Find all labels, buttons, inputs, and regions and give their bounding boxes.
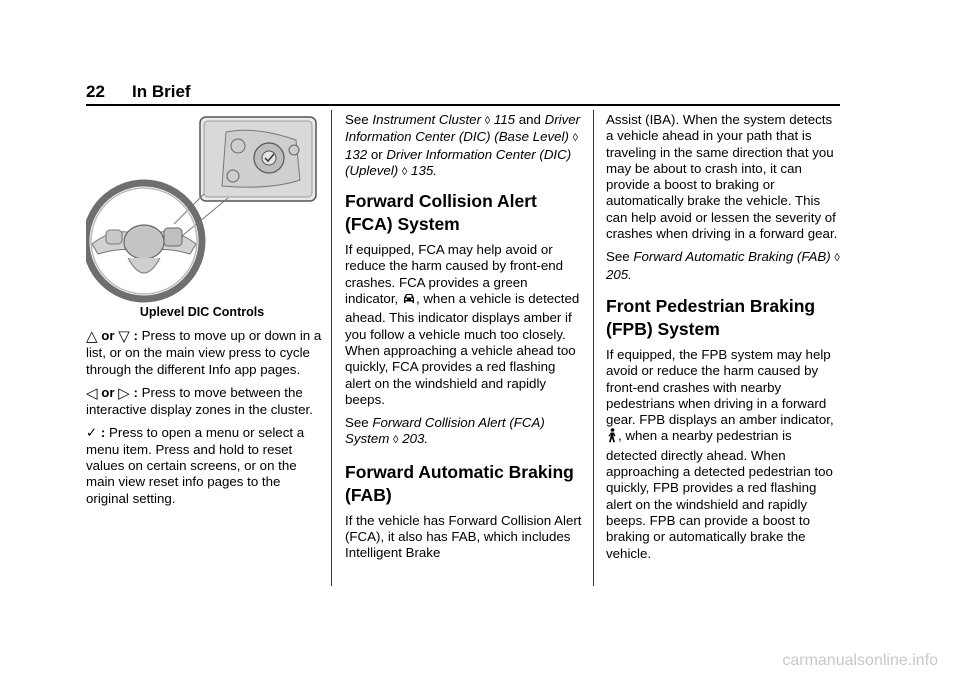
- column-divider-1: [331, 110, 332, 586]
- page-header: [86, 82, 840, 104]
- page-reference-icon: ◊: [572, 132, 579, 145]
- ref-fab[interactable]: Forward Automatic Braking (FAB): [633, 249, 831, 265]
- ref-page-203[interactable]: 203.: [402, 431, 429, 447]
- fab-heading: Forward Automatic Braking (FAB): [345, 461, 574, 505]
- ref-page-135[interactable]: 135.: [411, 162, 437, 178]
- column-divider-2: [593, 110, 594, 586]
- ref-dic-uplevel[interactable]: Driver Information Center (DIC) (Uplevel): [345, 146, 572, 178]
- see-paragraph-2: See Forward Collision Alert (FCA) System ◊ 203.: [345, 415, 545, 447]
- right-triangle-icon: ▷: [118, 384, 130, 402]
- see-paragraph-3: See Forward Automatic Braking (FAB) ◊ 205.: [606, 249, 840, 282]
- page-reference-icon: ◊: [834, 252, 840, 265]
- check-paragraph: [86, 425, 324, 506]
- updown-paragraph: [86, 328, 324, 378]
- vehicle-ahead-indicator-icon: [402, 292, 416, 310]
- figure-caption: Uplevel DIC Controls: [139, 305, 265, 319]
- check-sep: :: [100, 425, 106, 441]
- updown-or: or: [101, 328, 115, 343]
- see-paragraph-1: See Instrument Cluster ◊ 115 and Driver Information Center (DIC) (Base Level) ◊ 132 or Driver Information Center (DIC) (Uplevel) ◊ 135.: [345, 112, 581, 178]
- ref-fca-system[interactable]: Forward Collision Alert (FCA) System: [345, 415, 545, 447]
- ref-page-205[interactable]: 205.: [606, 266, 632, 282]
- steering-wheel-image: [86, 116, 318, 304]
- updown-sep: :: [133, 328, 138, 343]
- ref-dic-base[interactable]: Driver Information Center (DIC) (Base Level): [345, 112, 581, 145]
- fab-paragraph-cont: Assist (IBA). When the system detects a vehicle ahead in your path that is traveling in the same direction that you may be about to crash into, it can provide a boost to braking or automatically brake the vehicle. This can help avoid or lessen the severity of crashes when driving in a forward gear.: [606, 112, 838, 242]
- left-triangle-icon: ◁: [86, 384, 98, 402]
- middle-column: [345, 112, 583, 569]
- ref-instrument-cluster[interactable]: Instrument Cluster: [372, 112, 482, 127]
- fca-paragraph: If equipped, FCA may help avoid or reduce the harm caused by front-end crashes. FCA provides a green indicator, , when a vehicle is detected ahead. This indicator displays amber if you follow a vehicle much too closely. When approaching a vehicle ahead too quickly, FCA provides a red flashing alert on the windshield and rapidly beeps.: [345, 242, 580, 407]
- fab-paragraph: If the vehicle has Forward Collision Alert (FCA), it also has FAB, which includes Intelligent Brake: [345, 512, 582, 561]
- down-triangle-icon: ▽: [118, 328, 130, 345]
- page-reference-icon: ◊: [401, 165, 408, 178]
- pedestrian-indicator-icon: [606, 428, 618, 447]
- updown-text: Press to move up or down in a list, or on the main view press to cycle through the different Info app pages.: [86, 328, 322, 377]
- leftright-paragraph: [86, 385, 324, 419]
- ref-page-115[interactable]: 115: [493, 112, 516, 127]
- steering-wheel-illustration: [86, 116, 318, 304]
- up-triangle-icon: △: [86, 328, 98, 345]
- header-rule: [86, 104, 840, 106]
- right-column: [606, 112, 842, 569]
- leftright-text: Press to move between the interactive display zones in the cluster.: [86, 384, 313, 418]
- fpb-heading: Front Pedestrian Braking (FPB) System: [606, 295, 816, 339]
- section-title: In Brief: [132, 82, 191, 101]
- page-number: 22: [86, 82, 105, 101]
- fca-heading: Forward Collision Alert (FCA) System: [345, 191, 537, 235]
- checkmark-icon: ✓: [86, 425, 98, 441]
- leftright-or: or: [101, 384, 115, 400]
- leftright-sep: :: [133, 384, 138, 400]
- left-column: [86, 328, 324, 514]
- watermark: carmanualsonline.info: [782, 652, 938, 669]
- page-reference-icon: ◊: [484, 115, 491, 127]
- ref-page-132[interactable]: 132: [345, 146, 368, 162]
- fpb-paragraph: If equipped, the FPB system may help avoid or reduce the harm caused by front-end crashes with nearby pedestrians when driving in a forward gear. FPB displays an amber indicator, , when a nearby pedestrian is detected directly ahead. When approaching a detected pedestrian too quickly, FPB provides a red flashing alert on the windshield and rapidly beeps. FPB can provide a boost to braking or automatically brake the vehicle.: [606, 346, 834, 561]
- check-text: Press to open a menu or select a menu item. Press and hold to reset values on certain screens, or on the main view reset info pages to the original setting.: [86, 425, 305, 506]
- page-reference-icon: ◊: [393, 434, 399, 447]
